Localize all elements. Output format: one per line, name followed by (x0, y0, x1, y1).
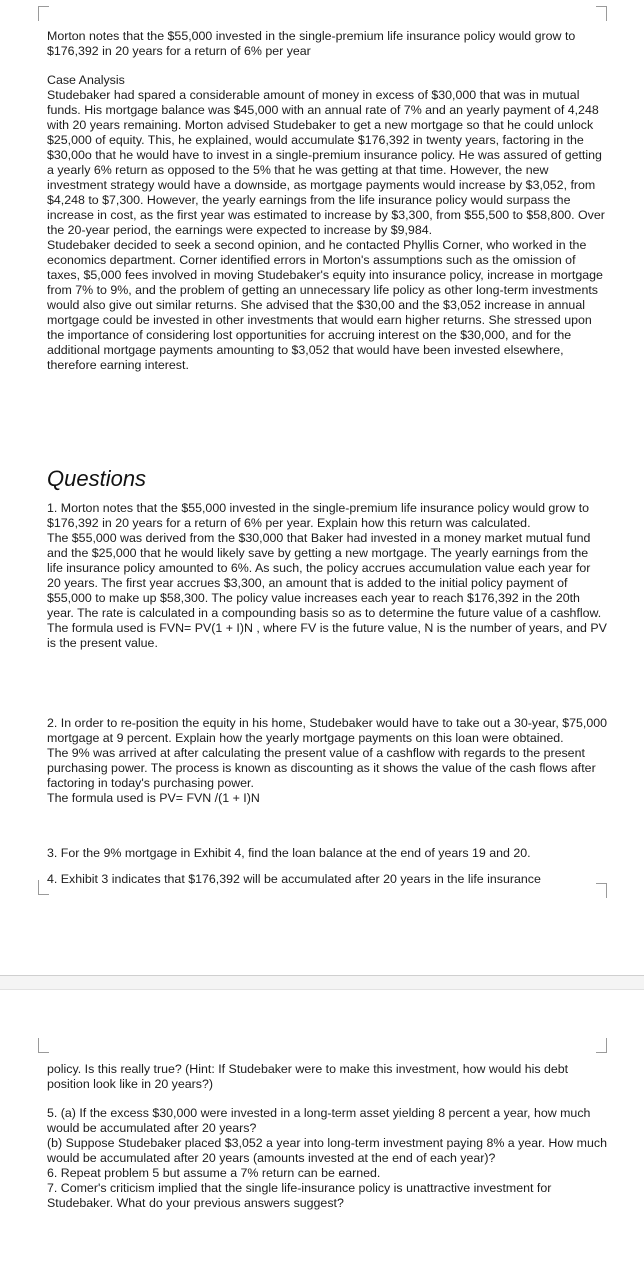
questions-heading: Questions (47, 466, 147, 491)
page-corner-mark (596, 1038, 607, 1053)
question-5-7-block (47, 1106, 607, 1211)
question-1-block (47, 501, 607, 651)
page-corner-mark (38, 880, 49, 895)
question-3: 3. For the 9% mortgage in Exhibit 4, find the loan balance at the end of years 19 and 20. (47, 846, 531, 860)
case-paragraph-2: Studebaker decided to seek a second opinion, and he contacted Phyllis Corner, who worked in the economics department. Corner identified errors in Morton's assumptions such as the omission of taxes, $5,000 fees involved in moving Studebaker's equity into insurance policy, increase in mortgage from 7% to 9%, and the problem of getting an unnecessary life policy as other long-term investments would also give out similar returns. She advised that the $30,00 and the $3,052 increase in annual mortgage could be invested in other investments that would earn higher returns. She stressed upon the importance of considering lost opportunities for accruing interest on the $30,000, and for the additional mortgage payments amounting to $3,052 that would have been invested elsewhere, therefore earning interest. (47, 238, 603, 372)
page-corner-mark (38, 6, 49, 21)
answer-1: The $55,000 was derived from the $30,000 that Baker had invested in a money market mutual fund and the $25,000 that he would likely save by getting a new mortgage. The yearly earnings from the life insurance policy amounted to 6%. As such, the policy accrues accumulation value each year for 20 years. The first year accrues $3,300, an amount that is added to the initial policy payment of $55,000 to make up $58,300. The policy value increases each year to reach $176,392 in the 20th year. The rate is calculated in a compounding basis so as to determine the future value of a cashflow. The formula used is FVN= PV(1 + I)N , where FV is the future value, N is the number of years, and PV is the present value. (47, 531, 607, 650)
question-4-end: policy. Is this really true? (Hint: If Studebaker were to make this investment, how would his debt position look like in 20 years?) (47, 1062, 569, 1091)
case-heading: Case Analysis (47, 73, 125, 87)
question-2: 2. In order to re-position the equity in his home, Studebaker would have to take out a 30-year, $75,000 mortgage at 9 percent. Explain how the yearly mortgage payments on this loan were obtained. (47, 716, 607, 745)
page-separator (0, 975, 644, 990)
answer-2: The 9% was arrived at after calculating the present value of a cashflow with regards to the present purchasing power. The process is known as discounting as it shows the value of the cash flows after factoring in today's purchasing power. (47, 746, 596, 790)
document-page-2 (0, 990, 644, 1280)
question-1: 1. Morton notes that the $55,000 invested in the single-premium life insurance policy would grow to $176,392 in 20 years for a return of 6% per year. Explain how this return was calculated. (47, 501, 590, 530)
intro-paragraph: Morton notes that the $55,000 invested in the single-premium life insurance policy would grow to $176,392 in 20 years for a return of 6% per year (47, 29, 576, 58)
answer-2-formula: The formula used is PV= FVN /(1 + I)N (47, 791, 260, 805)
page-corner-mark (38, 1038, 49, 1053)
case-paragraph-1: Studebaker had spared a considerable amount of money in excess of $30,000 that was in mutual funds. His mortgage balance was $45,000 with an annual rate of 7% and an yearly payment of 4,248 with 20 years remaining. Morton advised Studebaker to get a new mortgage so that he could unlock $25,000 of equity. This, he explained, would accumulate $176,392 in twenty years, factoring in the $30,00o that he would have to invest in a single-premium insurance policy. He was assured of getting a yearly 6% return as opposed to the 5% that he was getting at that time. However, the new investment strategy would have a downside, as mortgage payments would increase by $3,052, from $4,248 to $7,300. However, the yearly earnings from the life insurance policy would surpass the increase in cost, as the first year was estimated to increase by $3,300, from $55,500 to $58,800. Over the 20-year period, the earnings were expected to increase by $9,984. (47, 88, 605, 237)
page-corner-mark (596, 883, 607, 898)
question-5a: 5. (a) If the excess $30,000 were invested in a long-term asset yielding 8 percent a year, how much would be accumulated after 20 years? (47, 1106, 591, 1135)
case-analysis-section (47, 73, 607, 373)
question-5b: (b) Suppose Studebaker placed $3,052 a year into long-term investment paying 8% a year. How much would be accumulated after 20 years (amounts invested at the end of each year)? (47, 1136, 607, 1165)
question-2-block (47, 716, 607, 806)
question-7: 7. Comer's criticism implied that the single life-insurance policy is unattractive investment for Studebaker. What do your previous answers suggest? (47, 1181, 552, 1210)
question-6: 6. Repeat problem 5 but assume a 7% return can be earned. (47, 1166, 381, 1180)
question-4-start: 4. Exhibit 3 indicates that $176,392 will be accumulated after 20 years in the life insurance (47, 872, 541, 886)
page-corner-mark (596, 6, 607, 21)
